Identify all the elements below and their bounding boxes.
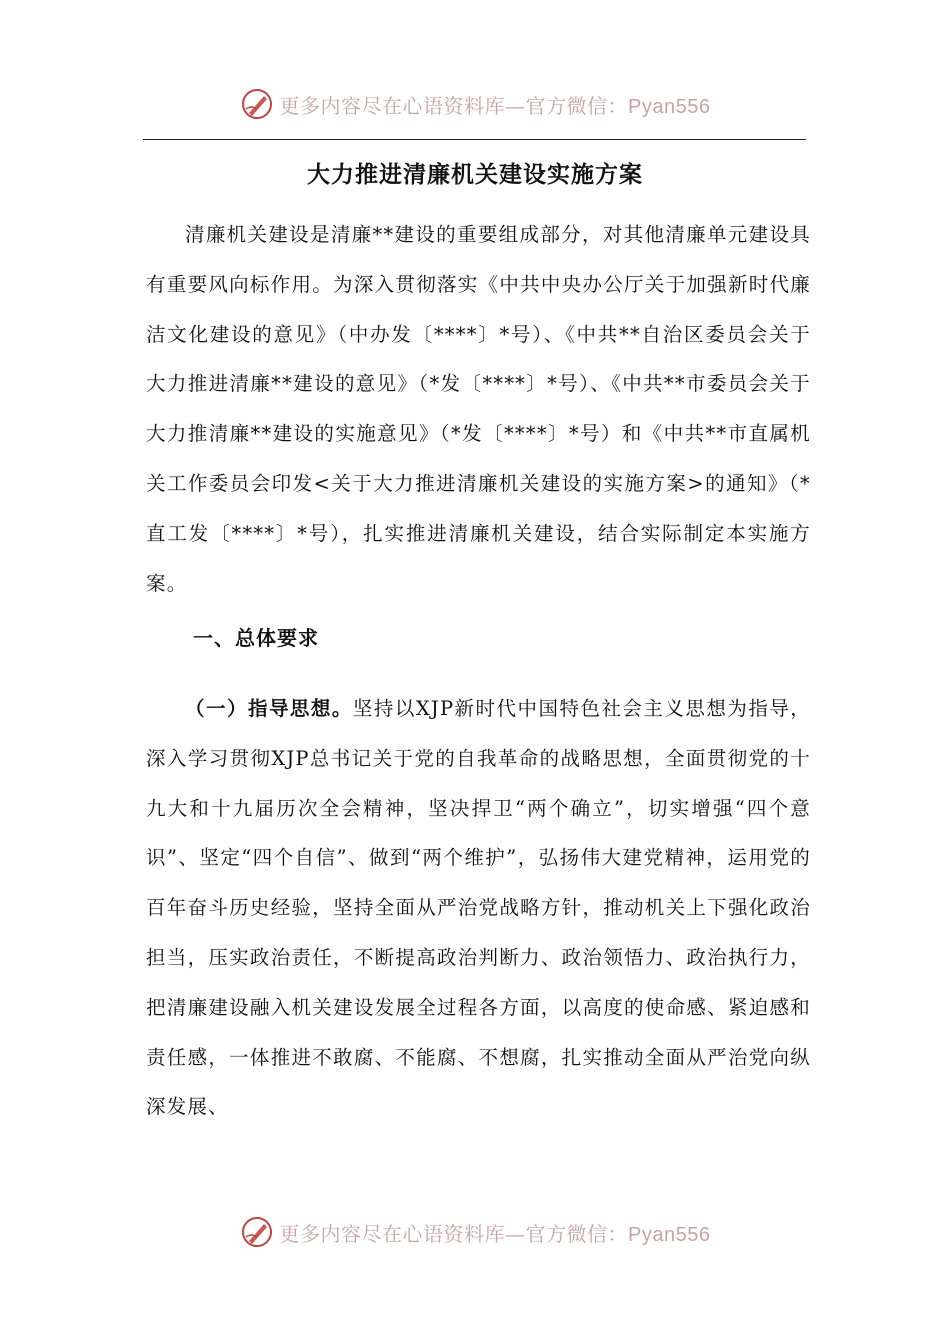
footer-banner xyxy=(0,1212,950,1252)
pen-logo-icon xyxy=(240,1215,274,1249)
banner-text: 更多内容尽在心语资料库—官方微信：Pyan556 xyxy=(279,93,711,118)
document-title: 大力推进清廉机关建设实施方案 xyxy=(307,161,643,188)
banner-text: 更多内容尽在心语资料库—官方微信：Pyan556 xyxy=(279,1221,711,1246)
subsection-label: （一）指导思想。 xyxy=(185,697,353,720)
section-heading: 一、总体要求 xyxy=(193,626,319,650)
header-rule xyxy=(143,139,806,140)
intro-paragraph: 清廉机关建设是清廉**建设的重要组成部分，对其他清廉单元建设具有重要风向标作用。为深入贯彻落实《中共中央办公厅关于加强新时代廉洁文化建设的意见》（中办发〔****〕*号）、《中共**自治区委员会关于大力推进清廉**建设的意见》（*发〔****〕*号）、《中共**市委员会关于大力推清廉**建设的实施意见》（*发〔****〕*号）和《中共**市直属机关工作委员会印发<关于大力推进清廉机关建设的实施方案>的通知》（*直工发〔****〕*号），扎实推进清廉机关建设，结合实际制定本实施方案。 xyxy=(146,223,811,595)
subsection-text: 坚持以XJP新时代中国特色社会主义思想为指导，深入学习贯彻XJP总书记关于党的自我革命的战略思想，全面贯彻党的十九大和十九届历次全会精神，坚决捍卫“两个确立”，切实增强“四个意识”、坚定“四个自信”、做到“两个维护”，弘扬伟大建党精神，运用党的百年奋斗历史经验，坚持全面从严治党战略方针，推动机关上下强化政治担当，压实政治责任，不断提高政治判断力、政治领悟力、政治执行力，把清廉建设融入机关建设发展全过程各方面，以高度的使命感、紧迫感和责任感，一体推进不敢腐、不能腐、不想腐，扎实推动全面从严治党向纵深发展、 xyxy=(146,697,812,1119)
guiding-thought-paragraph xyxy=(146,684,811,1132)
pen-logo-icon xyxy=(240,87,274,121)
header-banner xyxy=(0,84,950,124)
